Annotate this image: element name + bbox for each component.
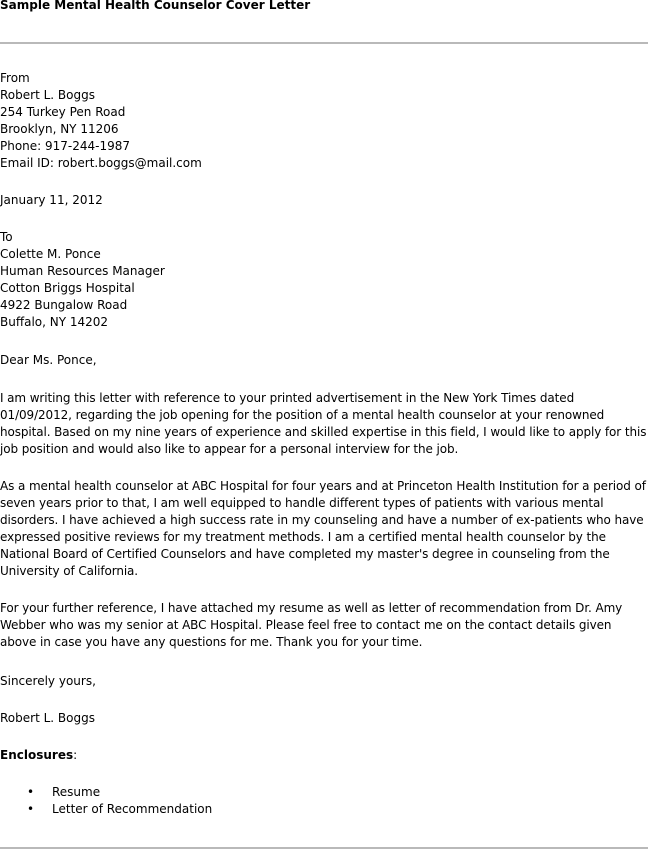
to-label: To xyxy=(0,230,13,244)
sender-phone: Phone: 917-244-1987 xyxy=(0,139,131,153)
enclosures-heading xyxy=(0,747,648,764)
enclosures-list xyxy=(0,784,648,818)
top-divider xyxy=(0,42,648,44)
body-paragraph-3: For your further reference, I have attached my resume as well as letter of recommendation from Dr. Amy Webber who was my senior at ABC Hospital. Please feel free to contact me on the contact details given above in case you have any questions for me. Thank you for your time. xyxy=(0,601,623,649)
enclosure-item-label: Resume xyxy=(52,785,101,799)
bottom-divider xyxy=(0,847,648,849)
sender-street: 254 Turkey Pen Road xyxy=(0,105,126,119)
spacer xyxy=(0,209,648,229)
recipient-organization: Cotton Briggs Hospital xyxy=(0,281,135,295)
body-paragraph-1: I am writing this letter with reference to your printed advertisement in the New York Times dated 01/09/2012, regarding the job opening for the position of a mental health counselor at your renowned hospital. Based on my nine years of experience and skilled expertise in this field, I would like to apply for this job position and would also like to appear for a personal interview for the job. xyxy=(0,391,647,456)
spacer xyxy=(0,580,648,600)
recipient-block xyxy=(0,229,648,331)
enclosure-item xyxy=(0,801,648,818)
bullet-icon: • xyxy=(27,785,35,799)
enclosure-item-label: Letter of Recommendation xyxy=(52,802,213,816)
recipient-street: 4922 Bungalow Road xyxy=(0,298,128,312)
spacer xyxy=(0,172,648,192)
spacer xyxy=(0,369,648,390)
spacer xyxy=(0,331,648,352)
spacer xyxy=(0,727,648,747)
sender-name: Robert L. Boggs xyxy=(0,88,95,102)
sender-block xyxy=(0,70,648,172)
recipient-city: Buffalo, NY 14202 xyxy=(0,315,109,329)
spacer xyxy=(0,690,648,710)
enclosures-colon: : xyxy=(73,748,78,762)
closing: Sincerely yours, xyxy=(0,674,96,688)
enclosures-label: Enclosures xyxy=(0,748,74,762)
spacer xyxy=(0,651,648,673)
spacer xyxy=(0,764,648,784)
spacer xyxy=(0,458,648,478)
signature-name: Robert L. Boggs xyxy=(0,711,95,725)
letter-date: January 11, 2012 xyxy=(0,193,103,207)
letter-body xyxy=(0,70,648,818)
salutation: Dear Ms. Ponce, xyxy=(0,353,97,367)
enclosure-item xyxy=(0,784,648,801)
recipient-title: Human Resources Manager xyxy=(0,264,165,278)
from-label: From xyxy=(0,71,30,85)
recipient-name: Colette M. Ponce xyxy=(0,247,101,261)
bullet-icon: • xyxy=(27,802,35,816)
body-paragraph-2: As a mental health counselor at ABC Hospital for four years and at Princeton Health Institution for a period of seven years prior to that, I am well equipped to handle different types of patients with various mental disorders. I have achieved a high success rate in my counseling and have a number of ex-patients who have expressed positive reviews for my treatment methods. I am a certified mental health counselor by the National Board of Certified Counselors and have completed my master's degree in counseling from the University of California. xyxy=(0,479,646,578)
page-title: Sample Mental Health Counselor Cover Letter xyxy=(0,0,311,12)
sender-email: Email ID: robert.boggs@mail.com xyxy=(0,156,202,170)
sender-city: Brooklyn, NY 11206 xyxy=(0,122,119,136)
